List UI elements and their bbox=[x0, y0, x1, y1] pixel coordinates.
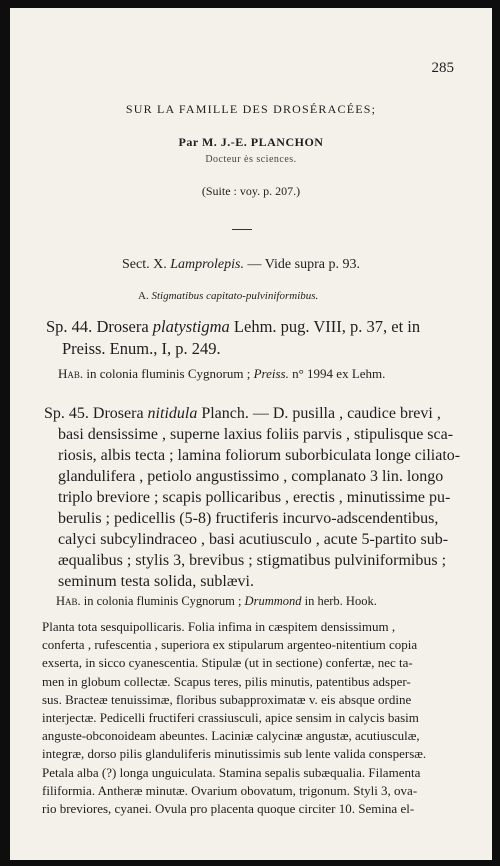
section-prefix: Sect. X. bbox=[122, 257, 167, 272]
habitat-44 bbox=[58, 366, 385, 382]
author-line: Par M. J.-E. PLANCHON bbox=[178, 135, 324, 149]
diagnosis-line: triplo breviore ; scapis pollicaribus , erectis , minutissime pu- bbox=[58, 489, 451, 506]
habitat-text: in colonia fluminis Cygnorum ; bbox=[83, 594, 242, 608]
description-line: Planta tota sesquipollicaris. Folia infima in cæspitem densissimum , bbox=[42, 619, 396, 634]
habitat-collector: Preiss. bbox=[253, 366, 289, 381]
section-name: Lamprolepis. bbox=[170, 257, 244, 272]
diagnosis-line: riosis, albis tecta ; lamina foliorum suborbiculata longe ciliato- bbox=[58, 447, 461, 464]
species-44-ref-cont: Preiss. Enum., I, p. 249. bbox=[62, 339, 221, 358]
diagnosis-line: berulis ; pedicellis (5-8) fructiferis incurvo-adscendentibus, bbox=[58, 510, 439, 527]
description-line: conferta , rufescentia , superiora ex stipularum argenteo-nitentium copia bbox=[42, 637, 418, 653]
species-44-epithet: platystigma bbox=[152, 317, 230, 336]
species-44-ref: Lehm. pug. VIII, p. 37, et in bbox=[233, 317, 421, 336]
page-number: 285 bbox=[431, 60, 454, 76]
description-line: rio breviores, cyanei. Ovula pro placenta quoque circiter 10. Semina el- bbox=[42, 801, 415, 817]
habitat-collector: Drummond bbox=[244, 594, 302, 608]
species-45-genus: Drosera bbox=[92, 405, 144, 422]
subsection-heading bbox=[138, 290, 318, 302]
species-45-epithet: nitidula bbox=[147, 405, 198, 422]
description-line: Petala alba (?) longa unguiculata. Stamina sepalis subæqualia. Filamenta bbox=[42, 764, 421, 780]
species-44-entry bbox=[46, 316, 420, 360]
description-line: anguste-obconoideam abeuntes. Laciniæ calycinæ angustæ, acutiusculæ, bbox=[42, 728, 420, 744]
description-line: interjectæ. Pedicelli fructiferi crassiusculi, apice sensim in calycis basim bbox=[42, 710, 419, 726]
diagnosis-line: glandulifera , petiolo angustissimo , complanato 3 lin. longo bbox=[58, 468, 444, 485]
habitat-label: Hab. bbox=[56, 594, 81, 608]
diagnosis-line: seminum testa solida, sublævi. bbox=[58, 573, 254, 590]
article-title: SUR LA FAMILLE DES DROSÉRACÉES; bbox=[125, 102, 377, 116]
habitat-specimen: n° 1994 ex Lehm. bbox=[292, 366, 386, 381]
description-line: sus. Bracteæ tenuissimæ, floribus subapproximatæ v. eis absque ordine bbox=[42, 691, 412, 707]
habitat-specimen: in herb. Hook. bbox=[304, 594, 377, 608]
section-heading bbox=[122, 257, 360, 273]
species-45-diagnosis-start: Planch. — D. pusilla , caudice brevi , bbox=[201, 405, 441, 422]
book-page bbox=[10, 8, 492, 860]
species-45-number: Sp. 45. bbox=[44, 405, 89, 422]
subsection-letter: A. bbox=[138, 290, 149, 302]
species-44-number: Sp. 44. bbox=[46, 317, 93, 336]
suite-reference: (Suite : voy. p. 207.) bbox=[201, 184, 301, 198]
author-degree: Docteur ès sciences. bbox=[205, 154, 297, 165]
diagnosis-line: basi densissime , superne laxius foliis parvis , stipulisque sca- bbox=[58, 426, 454, 443]
description-line: integræ, dorso pilis glanduliferis minutissimis sub lente valida conspersæ. bbox=[42, 746, 427, 762]
description-line: exserta, in sicco cyanescentia. Stipulæ (ut in sectione) confertæ, nec ta- bbox=[42, 655, 413, 671]
habitat-text: in colonia fluminis Cygnorum ; bbox=[86, 366, 251, 381]
diagnosis-line: calyci subcylindraceo , basi acutiusculo , acute 5-partito sub- bbox=[58, 531, 449, 548]
description-line: men in globum collectæ. Scapus teres, pilis minutis, patentibus adsper- bbox=[42, 673, 411, 689]
species-44-genus: Drosera bbox=[96, 317, 149, 336]
habitat-45 bbox=[56, 594, 377, 609]
description-line: filiformia. Antheræ minutæ. Ovarium obovatum, trigonum. Styli 3, ova- bbox=[42, 782, 418, 798]
habitat-label: Hab. bbox=[58, 366, 84, 381]
diagnosis-line: æqualibus ; stylis 3, brevibus ; stigmatibus pulviniformibus ; bbox=[58, 552, 447, 569]
subsection-name: Stigmatibus capitato-pulviniformibus. bbox=[151, 290, 319, 302]
species-description bbox=[42, 618, 478, 818]
species-45-entry bbox=[44, 403, 476, 592]
section-ref: — Vide supra p. 93. bbox=[247, 257, 360, 272]
separator-dash bbox=[232, 229, 252, 230]
